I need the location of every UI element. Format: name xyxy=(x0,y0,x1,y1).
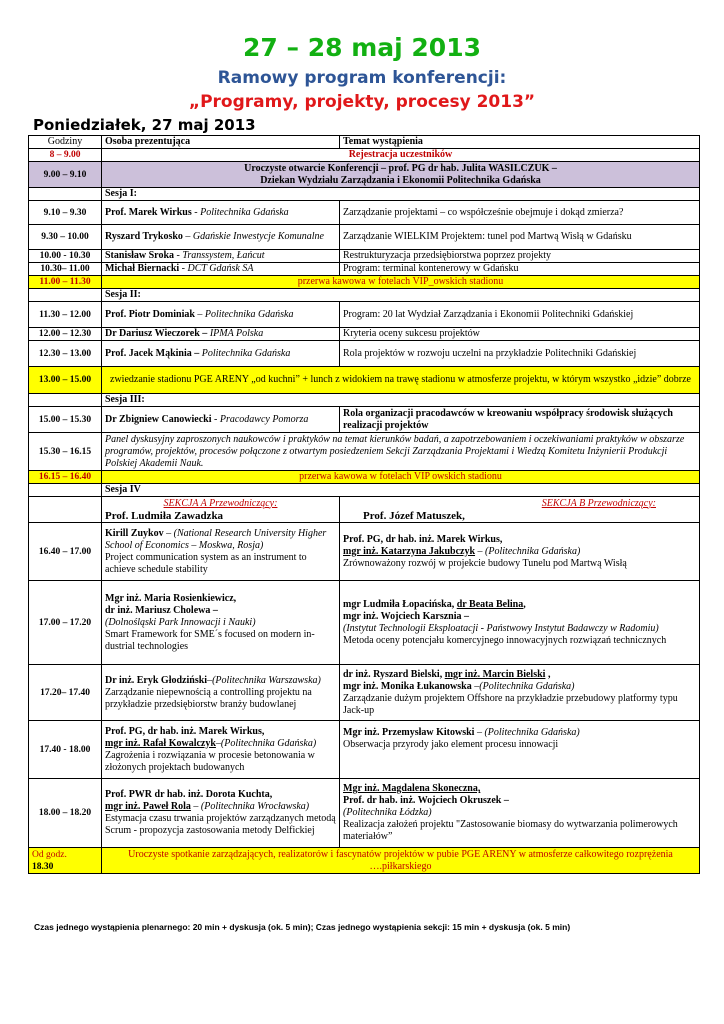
stadium-tour-cell: zwiedzanie stadionu PGE ARENY „od kuchni” + lunch z widokiem na trawę stadionu w atmosferze projektu, w którym wszystko „idzie” dobrze xyxy=(102,367,700,394)
opening-line: Dziekan Wydziału Zarządzania i Ekonomii Politechnika Gdańska xyxy=(260,174,541,186)
speaker-cell xyxy=(102,341,340,367)
time-cell: 17.40 - 18.00 xyxy=(29,721,102,779)
presentation-topic: Estymacja czasu trwania projektów zarządzanych metodą Scrum - propozycja zastosowania metody Delfickiej xyxy=(105,813,336,836)
time-cell: 11.00 – 11.30 xyxy=(29,276,102,289)
footer-note: Czas jednego wystąpienia plenarnego: 20 min + dyskusja (ok. 5 min); Czas jednego wystąpienia sekcji: 15 min + dyskusja (ok. 5 min) xyxy=(34,922,571,932)
speaker-name: mgr inż. Monika Łukanowska xyxy=(343,680,472,692)
table-row xyxy=(29,250,700,263)
speaker-name: Prof. Piotr Dominiak xyxy=(105,308,195,320)
time-cell: 12.30 – 13.00 xyxy=(29,341,102,367)
speaker-name: Stanisław Sroka xyxy=(105,250,175,261)
presentation-topic: Obserwacja przyrody jako element procesu innowacji xyxy=(343,739,559,750)
speaker-cell xyxy=(102,407,340,433)
time-cell: 13.00 – 15.00 xyxy=(29,367,102,394)
opening-line: Uroczyste otwarcie Konferencji – prof. PG dr hab. Julita WASILCZUK – xyxy=(244,162,557,174)
final-event-row xyxy=(29,848,700,874)
registration-cell: Rejestracja uczestników xyxy=(102,149,700,162)
section-b-label: SEKCJA B Przewodniczący: xyxy=(541,497,656,509)
speaker-affiliation: (Politechnika Łódzka) xyxy=(343,807,432,818)
empty-cell xyxy=(29,497,102,523)
table-row xyxy=(29,302,700,328)
section-b-cell xyxy=(340,581,700,665)
speaker-name: Michał Biernacki xyxy=(105,263,180,274)
presentation-topic: Zarządzanie dużym projektem Offshore na przykładzie przebudowy platformy typu Jack-up xyxy=(343,692,678,716)
speaker-name: Dr inż. Eryk Głodziński xyxy=(105,674,208,686)
speaker-cell xyxy=(102,328,340,341)
table-row xyxy=(29,407,700,433)
speaker-affiliation: –(Politechnika Gdańska) xyxy=(471,680,575,692)
speaker-name: Dr Dariusz Wieczorek – xyxy=(105,328,208,339)
speaker-affiliation: IPMA Polska xyxy=(207,328,264,339)
speaker-cell xyxy=(102,225,340,250)
table-row xyxy=(29,581,700,665)
table-row xyxy=(29,665,700,721)
break-cell: przerwa kawowa w fotelach VIP owskich stadionu xyxy=(102,471,700,484)
speaker-name: Mgr inż. Magdalena Skoneczna, xyxy=(343,783,481,794)
empty-cell xyxy=(29,289,102,302)
speaker-name: Mgr inż. Przemysław Kitowski xyxy=(343,727,475,738)
table-row xyxy=(29,149,700,162)
speaker-cell xyxy=(102,201,340,225)
speaker-affiliation: - Transsystem, Łańcut xyxy=(174,250,265,261)
empty-cell xyxy=(29,394,102,407)
section-b-cell xyxy=(340,721,700,779)
time-prefix: Od godz. xyxy=(32,849,67,860)
speaker-name: dr inż. Mariusz Cholewa – xyxy=(105,604,218,616)
section-header-row xyxy=(29,497,700,523)
program-subtitle: Ramowy program konferencji: xyxy=(217,68,507,88)
section-a-cell xyxy=(102,523,340,581)
speaker-name: Mgr inż. Maria Rosienkiewicz, xyxy=(105,592,237,604)
table-row xyxy=(29,162,700,188)
speaker-name: Prof. dr hab. inż. Wojciech Okruszek – xyxy=(343,795,509,806)
topic-cell: Rola organizacji pracodawców w kreowaniu współpracy środowisk służących realizacji projektów xyxy=(340,407,700,433)
time-cell: 15.00 – 15.30 xyxy=(29,407,102,433)
speaker-affiliation: – Gdańskie Inwestycje Komunalne xyxy=(182,231,324,242)
section-b-cell xyxy=(340,779,700,848)
break-cell: przerwa kawowa w fotelach VIP_owskich stadionu xyxy=(102,276,700,289)
separator: , xyxy=(545,668,551,680)
speaker-name: Ryszard Trykosko xyxy=(105,231,183,242)
time-cell: 11.30 – 12.00 xyxy=(29,302,102,328)
speaker-cell xyxy=(102,302,340,328)
time-cell: 10.00 - 10.30 xyxy=(29,250,102,263)
session-row xyxy=(29,289,700,302)
speaker-name: Prof. PG, dr hab. inż. Marek Wirkus, xyxy=(343,533,503,545)
session-label: Sesja I: xyxy=(102,188,700,201)
speaker-name: Kirill Zuykov xyxy=(105,527,164,539)
section-a-label: SEKCJA A Przewodniczący: xyxy=(163,497,278,509)
topic-cell: Rola projektów w rozwoju uczelni na przykładzie Politechniki Gdańskiej xyxy=(340,341,700,367)
section-a-cell xyxy=(102,721,340,779)
table-row xyxy=(29,225,700,250)
time-cell: 9.00 – 9.10 xyxy=(29,162,102,188)
conference-dates: 27 – 28 maj 2013 xyxy=(243,33,481,62)
section-a-chair: Prof. Ludmiła Zawadzka xyxy=(105,509,224,522)
session-row xyxy=(29,484,700,497)
speaker-name: dr Beata Belina xyxy=(456,598,524,610)
topic-cell: Kryteria oceny sukcesu projektów xyxy=(340,328,700,341)
presentation-topic: Smart Framework for SME´s focused on modern in-dustrial technologies xyxy=(105,628,315,652)
conference-theme: „Programy, projekty, procesy 2013” xyxy=(188,92,536,112)
empty-cell xyxy=(29,484,102,497)
speaker-name: Prof. Jacek Mąkinia – xyxy=(105,347,200,359)
topic-cell: Zarządzanie WIELKIM Projektem: tunel pod Martwą Wisłą w Gdańsku xyxy=(340,225,700,250)
presentation-topic: Metoda oceny potencjału komercyjnego innowacyjnych rozwiązań technicznych xyxy=(343,634,667,646)
time-value: 18.30 xyxy=(32,861,54,872)
session-label: Sesja II: xyxy=(102,289,700,302)
opening-cell xyxy=(102,162,700,188)
speaker-affiliation: - DCT Gdańsk SA xyxy=(179,263,254,274)
session-label: Sesja IV xyxy=(102,484,700,497)
speaker-name: Prof. PG, dr hab. inż. Marek Wirkus, xyxy=(105,725,265,737)
section-a-cell xyxy=(102,779,340,848)
time-cell: 18.00 – 18.20 xyxy=(29,779,102,848)
topic-cell: Program: terminal kontenerowy w Gdańsku xyxy=(340,263,700,276)
speaker-name: mgr inż. Rafał Kowalczyk xyxy=(105,737,216,749)
speaker-cell xyxy=(102,250,340,263)
speaker-affiliation: – (Politechnika Gdańska) xyxy=(474,727,580,738)
speaker-affiliation: (Instytut Technologii Eksploatacji - Państwowy Instytut Badawczy w Radomiu) xyxy=(343,622,659,634)
section-a-cell xyxy=(102,581,340,665)
speaker-name: mgr inż. Katarzyna Jakubczyk xyxy=(343,545,476,557)
time-cell xyxy=(29,848,102,874)
section-b-chair: Prof. Józef Matuszek, xyxy=(363,509,465,522)
time-cell: 17.00 – 17.20 xyxy=(29,581,102,665)
section-b-cell xyxy=(340,665,700,721)
speaker-affiliation: – (National Research University Higher School of Economics – Moskwa, Rosja) xyxy=(105,527,327,551)
presentation-topic: Zagrożenia i rozwiązania w procesie betonowania w złożonych projektach budowanych xyxy=(105,749,315,773)
presentation-topic: Zrównoważony rozwój w projekcie budowy Tunelu pod Martwą Wisłą xyxy=(343,557,627,569)
section-b-cell xyxy=(340,523,700,581)
speaker-name: mgr Ludmiła Łopacińska, xyxy=(343,598,457,610)
time-cell: 15.30 – 16.15 xyxy=(29,433,102,471)
speaker-affiliation: (Dolnośląski Park Innowacji i Nauki) xyxy=(105,616,256,628)
speaker-name: mgr inż. Paweł Rola xyxy=(105,801,191,812)
session-row xyxy=(29,188,700,201)
time-cell: 10.30– 11.00 xyxy=(29,263,102,276)
presentation-topic: Project communication system as an instrument to achieve schedule stability xyxy=(105,551,307,575)
speaker-name: Dr Zbigniew Canowiecki xyxy=(105,413,212,425)
time-cell: 8 – 9.00 xyxy=(29,149,102,162)
speaker-name: Prof. Marek Wirkus xyxy=(105,206,192,218)
break-row xyxy=(29,367,700,394)
col-person-header: Osoba prezentująca xyxy=(102,136,340,149)
topic-cell: Program: 20 lat Wydział Zarządzania i Ekonomii Politechniki Gdańskiej xyxy=(340,302,700,328)
col-hours-header: Godziny xyxy=(29,136,102,149)
section-b-header xyxy=(340,497,700,523)
table-row xyxy=(29,523,700,581)
time-cell: 9.30 – 10.00 xyxy=(29,225,102,250)
time-cell: 16.40 – 17.00 xyxy=(29,523,102,581)
time-cell: 16.15 – 16.40 xyxy=(29,471,102,484)
table-row xyxy=(29,779,700,848)
empty-cell xyxy=(29,188,102,201)
presentation-topic: Zarządzanie niepewnością a controlling projektu na przykładzie przedsiębiorstw branży budowlanej xyxy=(105,686,312,710)
table-row xyxy=(29,721,700,779)
program-table xyxy=(28,135,700,874)
break-row xyxy=(29,276,700,289)
speaker-name: mgr inż. Marcin Bielski xyxy=(444,668,546,680)
panel-cell: Panel dyskusyjny zaproszonych naukowców i praktyków na temat kierunków badań, a zapotrzebowaniem i oczekiwaniami praktyków w obszarze programów, projektów, procesów połączone z otwartym posiedzeniem Sekcji Zarządzania Projektami i Wiedzą Komitetu Inżynierii Produkcji Polskiej Akademii Nauk. xyxy=(102,433,700,471)
table-row xyxy=(29,263,700,276)
table-row xyxy=(29,433,700,471)
day-heading: Poniedziałek, 27 maj 2013 xyxy=(33,116,256,134)
time-cell: 17.20– 17.40 xyxy=(29,665,102,721)
break-row xyxy=(29,471,700,484)
separator: , xyxy=(523,598,526,610)
speaker-affiliation: – (Politechnika Gdańska) xyxy=(475,545,581,557)
topic-cell: Restrukturyzacja przedsiębiorstwa poprzez projekty xyxy=(340,250,700,263)
section-a-header xyxy=(102,497,340,523)
speaker-affiliation: –(Politechnika Gdańska) xyxy=(215,737,317,749)
speaker-affiliation: – Politechnika Gdańska xyxy=(194,308,294,320)
col-topic-header: Temat wystąpienia xyxy=(340,136,700,149)
speaker-affiliation: - Politechnika Gdańska xyxy=(191,206,289,218)
presentation-topic: Realizacja założeń projektu "Zastosowanie biomasy do wytwarzania polimerowych materiałów” xyxy=(343,819,678,842)
table-row xyxy=(29,328,700,341)
speaker-name: dr inż. Ryszard Bielski, xyxy=(343,668,445,680)
speaker-affiliation: Politechnika Gdańska xyxy=(199,347,291,359)
topic-cell: Zarządzanie projektami – co współcześnie obejmuje i dokąd zmierza? xyxy=(340,201,700,225)
speaker-name: Prof. PWR dr hab. inż. Dorota Kuchta, xyxy=(105,789,273,800)
speaker-name: mgr inż. Wojciech Karsznia – xyxy=(343,610,470,622)
time-cell: 12.00 – 12.30 xyxy=(29,328,102,341)
table-row xyxy=(29,341,700,367)
session-row xyxy=(29,394,700,407)
speaker-cell xyxy=(102,263,340,276)
speaker-affiliation: –(Politechnika Warszawska) xyxy=(207,674,321,686)
section-a-cell xyxy=(102,665,340,721)
speaker-affiliation: – (Politechnika Wrocławska) xyxy=(190,801,310,812)
session-label: Sesja III: xyxy=(102,394,700,407)
final-event-cell: Uroczyste spotkanie zarządzających, realizatorów i fascynatów projektów w pubie PGE ARENY w atmosferze całkowitego rozprężenia ….piłkarskiego xyxy=(102,848,700,874)
speaker-affiliation: - Pracodawcy Pomorza xyxy=(211,413,309,425)
table-header-row xyxy=(29,136,700,149)
time-cell: 9.10 – 9.30 xyxy=(29,201,102,225)
table-row xyxy=(29,201,700,225)
